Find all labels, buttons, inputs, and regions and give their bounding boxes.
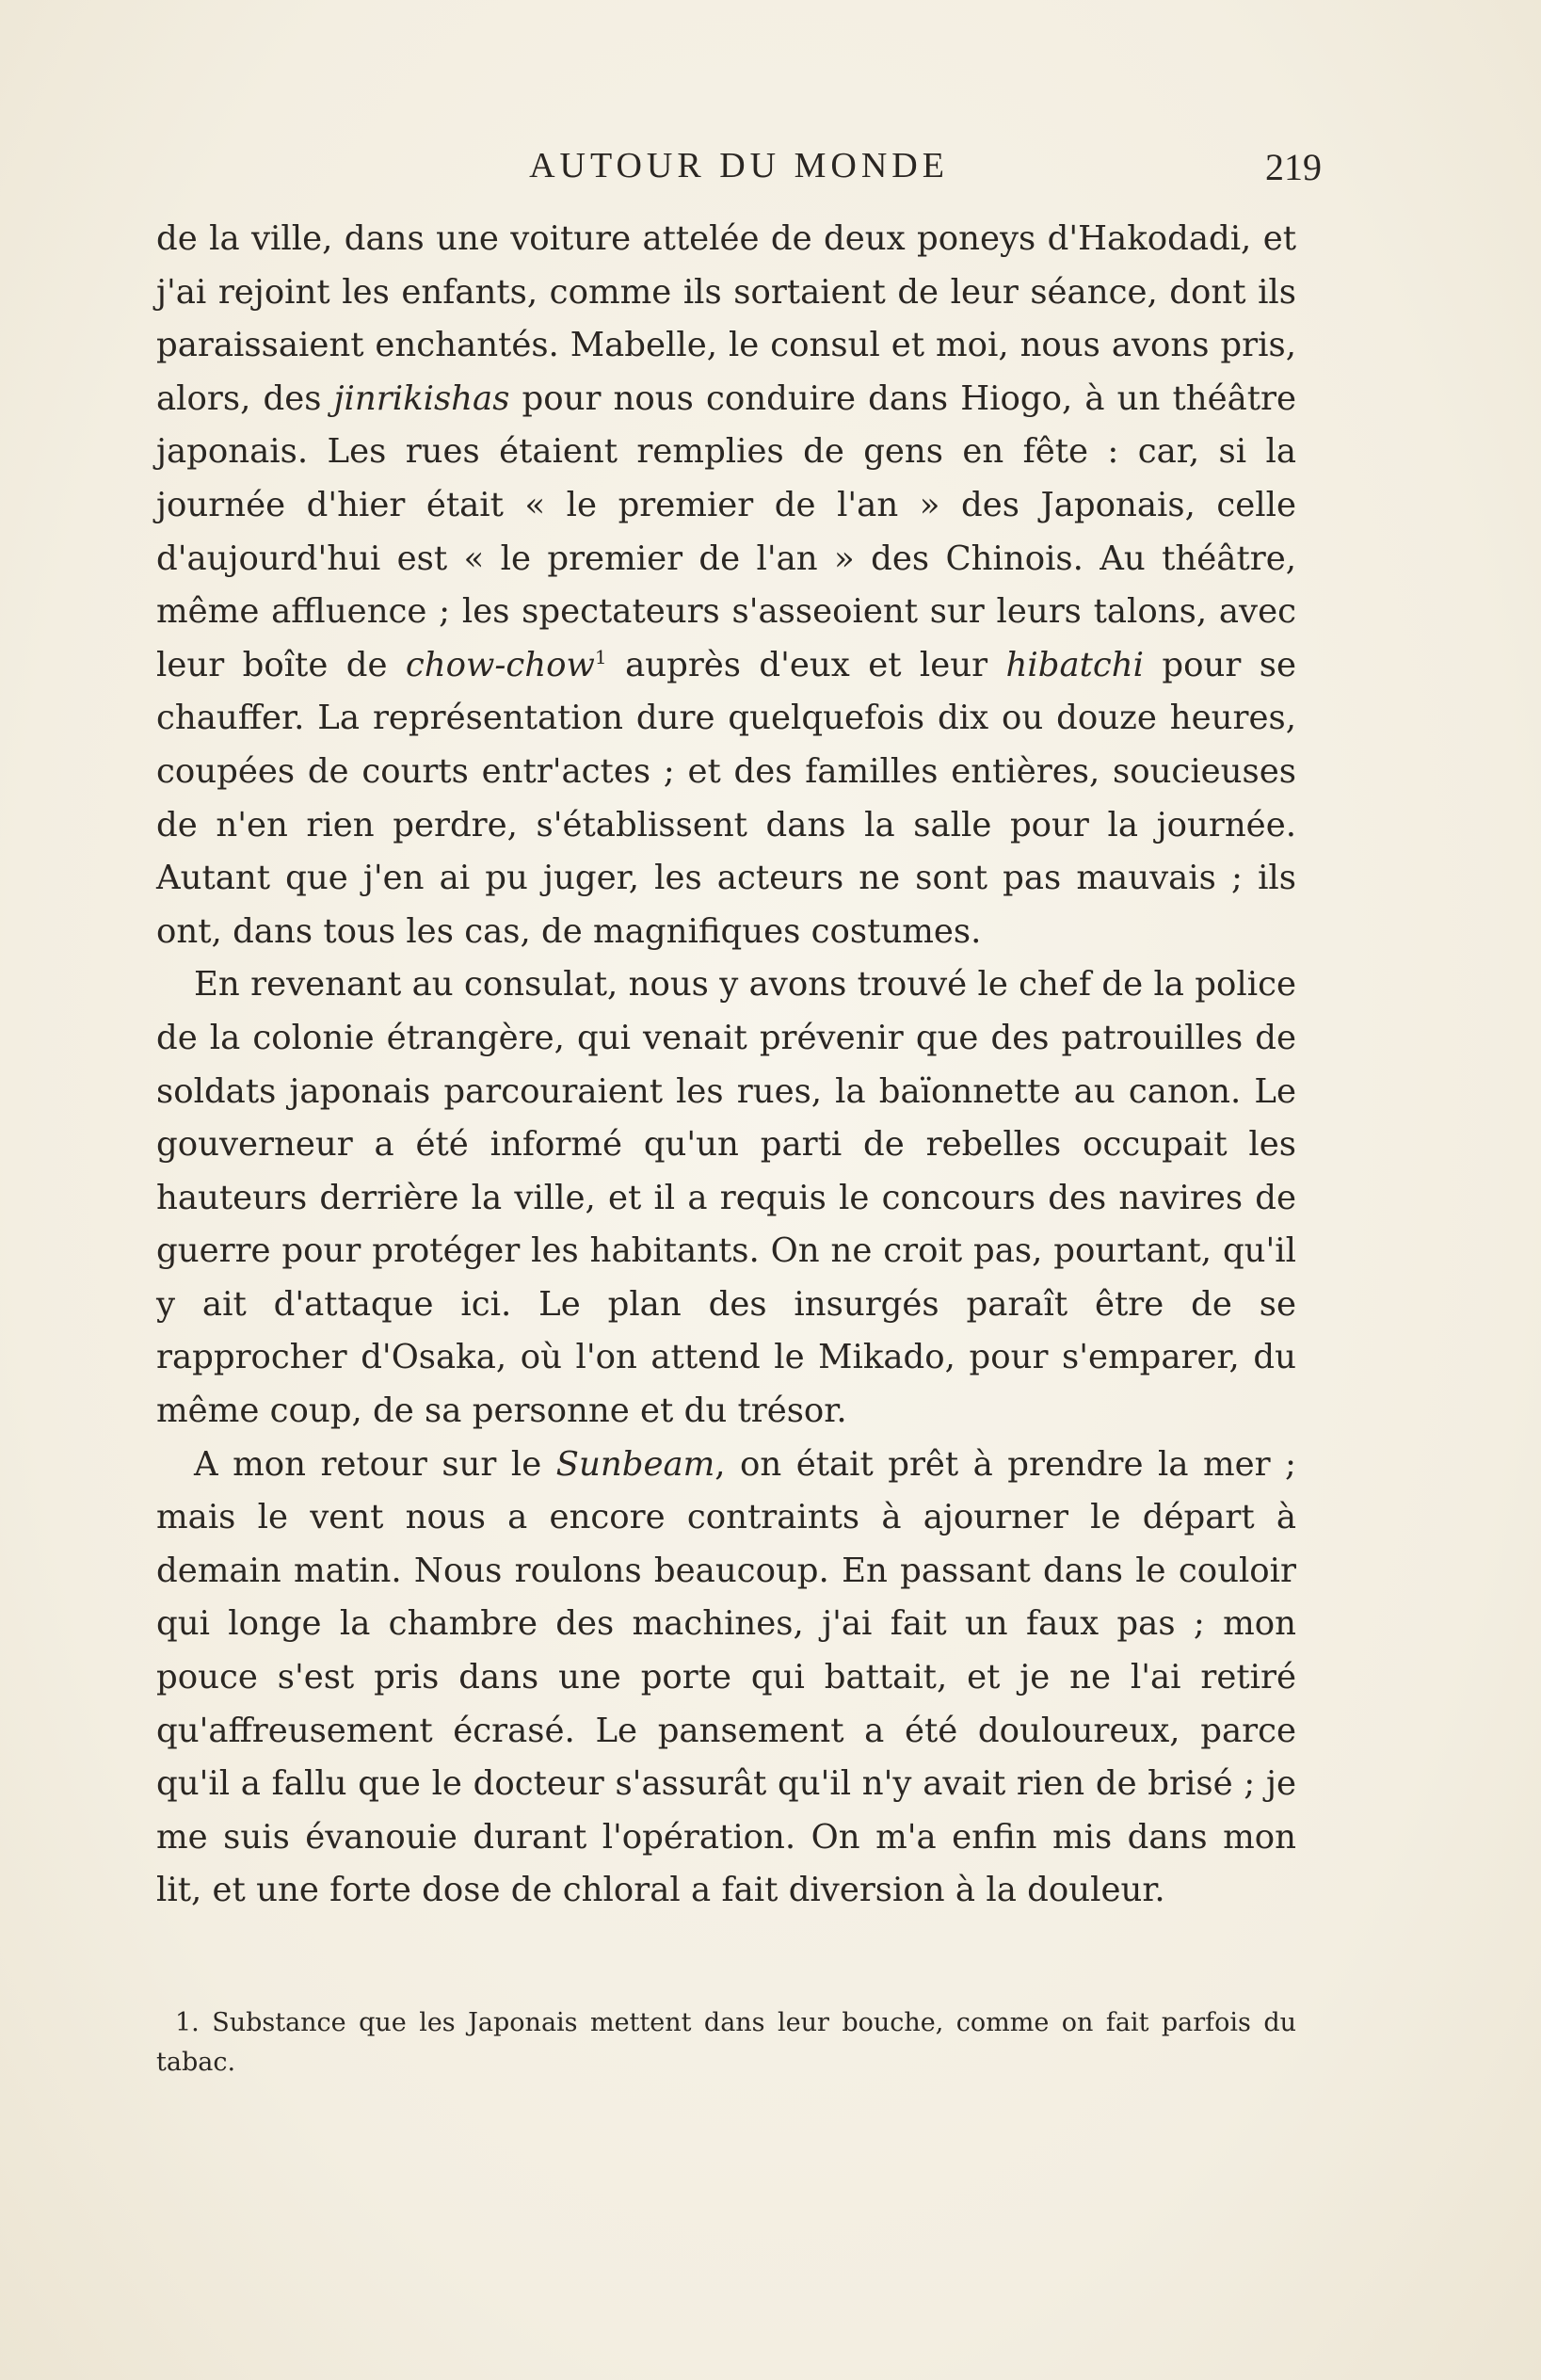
body-text [156, 213, 1296, 1918]
p3-text-a: A mon retour sur le [194, 1444, 556, 1484]
footnote: 1. Substance que les Japonais mettent dans leur bouche, comme on fait parfois du tabac. [156, 2008, 1296, 2077]
p1-italic-jinrikishas: jinrikishas [333, 378, 510, 418]
p1-text-c: auprès d'eux et leur [606, 645, 1006, 684]
p3-italic-sunbeam: Sunbeam [555, 1444, 715, 1484]
p1-italic-hibatchi: hibatchi [1005, 645, 1145, 684]
p1-italic-chow-chow: chow-chow [405, 645, 595, 684]
p1-text-d: pour se chauffer. La représentation dure quelquefois dix ou douze heures, coupées de courts entr'actes ; et des familles entières, soucieuses de n'en rien perdre, s'établissent dans la salle pour la journée. Autant que j'en ai pu juger, les acteurs ne sont pas mauvais ; ils ont, dans tous les cas, de magnifiques costumes. [156, 645, 1296, 951]
footnote-reference: 1 [594, 645, 607, 668]
p1-text-a: de la ville, dans une voiture attelée de deux poneys d'Hakodadi, et j'ai rejoint les enfants, comme ils sortaient de leur séance, dont ils paraissaient enchantés. Mabelle, le consul et moi, nous avons pris, alors, des [156, 219, 1296, 418]
paragraph-1 [156, 213, 1296, 958]
running-title: AUTOUR DU MONDE [529, 146, 949, 185]
page-number: 219 [1265, 146, 1322, 188]
page-header [156, 139, 1322, 196]
paragraph-2: En revenant au consulat, nous y avons trouvé le chef de la police de la colonie étrangère, qui venait prévenir que des patrouilles de soldats japonais parcouraient les rues, la baïonnette au canon. Le gouverneur a été informé qu'un parti de rebelles occupait les hauteurs derrière la ville, et il a requis le concours des navires de guerre pour protéger les habitants. On ne croit pas, pourtant, qu'il y ait d'attaque ici. Le plan des insurgés paraît être de se rapprocher d'Osaka, où l'on attend le Mikado, pour s'emparer, du même coup, de sa personne et du trésor. [156, 965, 1296, 1431]
paragraph-3 [156, 1439, 1296, 1918]
p3-text-b: , on était prêt à prendre la mer ; mais le vent nous a encore contraints à ajourner le départ à demain matin. Nous roulons beaucoup. En passant dans le couloir qui longe la chambre des machines, j'ai fait un faux pas ; mon pouce s'est pris dans une porte qui battait, et je ne l'ai retiré qu'affreusement écrasé. Le pansement a été douloureux, parce qu'il a fallu que le docteur s'assurât qu'il n'y avait rien de brisé ; je me suis évanouie durant l'opération. On m'a enfin mis dans mon lit, et une forte dose de chloral a fait diversion à la douleur. [156, 1444, 1296, 1910]
p1-text-b: pour nous conduire dans Hiogo, à un théâtre japonais. Les rues étaient remplies de gens en fête : car, si la journée d'hier était « le premier de l'an » des Japonais, celle d'aujourd'hui est « le premier de l'an » des Chinois. Au théâtre, même affluence ; les spectateurs s'asseoient sur leurs talons, avec leur boîte de [156, 378, 1297, 684]
